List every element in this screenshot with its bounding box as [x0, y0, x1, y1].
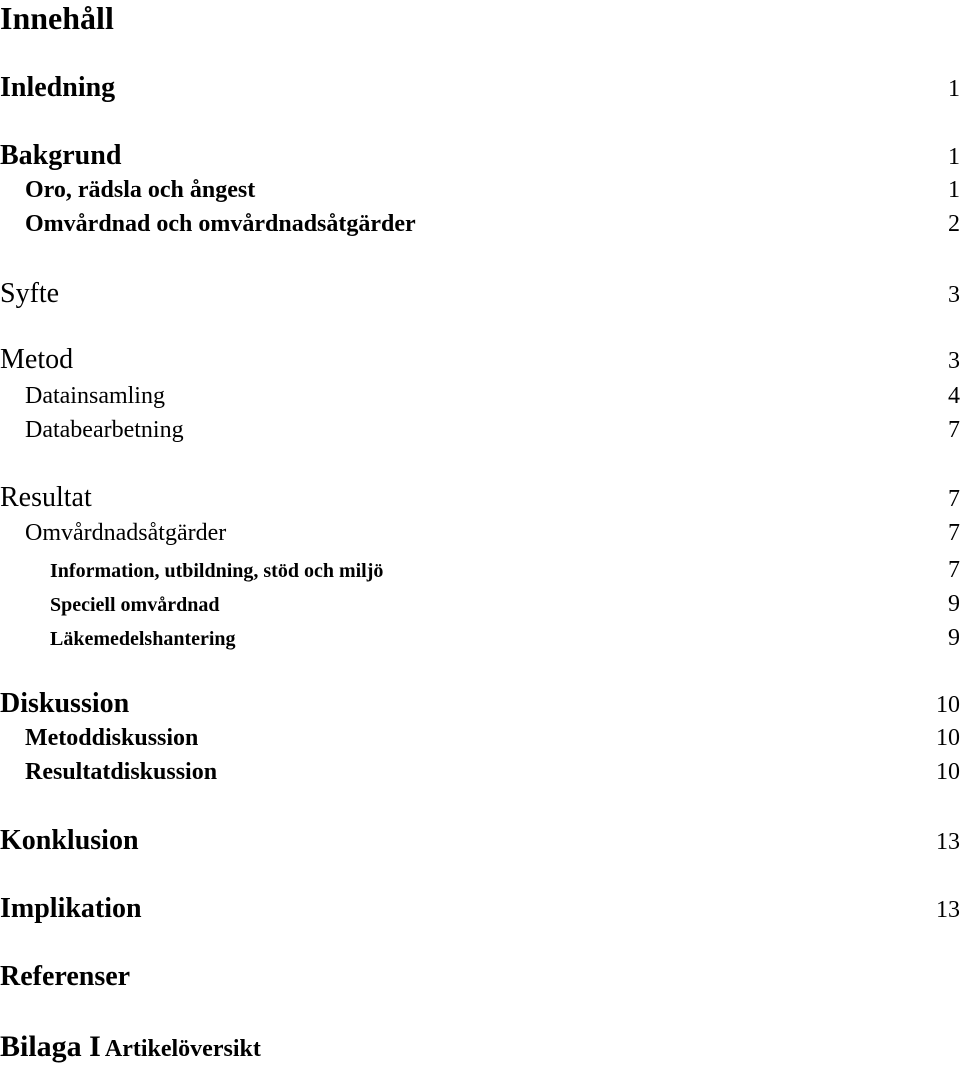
toc-entry-diskussion[interactable]	[0, 688, 960, 720]
toc-entry-label: Syfte	[0, 278, 60, 309]
toc-entry-label: Diskussion	[0, 688, 130, 719]
toc-entry-inledning[interactable]	[0, 72, 960, 104]
toc-entry-page: 7	[948, 557, 960, 583]
toc-entry-page: 9	[948, 625, 960, 651]
toc-entry-label: Speciell omvårdnad	[50, 594, 220, 616]
toc-entry-label: Läkemedelshantering	[50, 628, 236, 650]
toc-entry-page: 1	[948, 144, 960, 170]
toc-entry-databearbetning[interactable]	[0, 417, 960, 444]
toc-entry-bakgrund[interactable]	[0, 140, 960, 172]
toc-entry-label: Metod	[0, 344, 74, 375]
toc-entry-implikation[interactable]	[0, 893, 960, 925]
toc-entry-omvardnad[interactable]	[0, 211, 960, 238]
toc-entry-page: 10	[936, 725, 960, 751]
toc-entry-page: 3	[948, 282, 960, 308]
toc-entry-page: 13	[936, 897, 960, 923]
toc-entry-appendix[interactable]	[0, 1030, 261, 1064]
toc-entry-page: 10	[936, 692, 960, 718]
toc-entry-speciell-omvardnad[interactable]	[0, 591, 960, 618]
toc-entry-konklusion[interactable]	[0, 825, 960, 857]
toc-entry-page: 7	[948, 520, 960, 546]
toc-entry-page: 1	[948, 177, 960, 203]
toc-entry-label: Omvårdnad och omvårdnadsåtgärder	[25, 211, 416, 237]
toc-entry-label: Inledning	[0, 72, 116, 103]
toc-entry-datainsamling[interactable]	[0, 383, 960, 410]
toc-entry-label: Implikation	[0, 893, 142, 924]
toc-entry-label: Konklusion	[0, 825, 139, 856]
toc-entry-page: 4	[948, 383, 960, 409]
toc-entry-label: Oro, rädsla och ångest	[25, 177, 256, 203]
toc-entry-oro[interactable]	[0, 177, 960, 204]
toc-entry-page: 1	[948, 76, 960, 102]
toc-entry-referenser[interactable]	[0, 961, 960, 993]
toc-title: Innehåll	[0, 0, 114, 36]
toc-entry-label: Datainsamling	[25, 383, 165, 409]
appendix-label: Bilaga I	[0, 1030, 101, 1063]
toc-entry-page: 2	[948, 211, 960, 237]
toc-entry-label: Resultatdiskussion	[25, 759, 218, 785]
toc-entry-lakemedelshantering[interactable]	[0, 625, 960, 652]
appendix-title: Artikelöversikt	[104, 1036, 261, 1062]
toc-entry-metod[interactable]	[0, 344, 960, 376]
toc-entry-page: 7	[948, 417, 960, 443]
toc-entry-label: Omvårdnadsåtgärder	[25, 520, 227, 546]
toc-entry-metoddiskussion[interactable]	[0, 725, 960, 752]
toc-entry-syfte[interactable]	[0, 278, 960, 310]
toc-entry-label: Information, utbildning, stöd och miljö	[50, 560, 384, 582]
toc-entry-information[interactable]	[0, 557, 960, 584]
toc-entry-resultatdiskussion[interactable]	[0, 759, 960, 786]
toc-entry-resultat[interactable]	[0, 482, 960, 514]
toc-entry-page: 9	[948, 591, 960, 617]
toc-entry-label: Resultat	[0, 482, 92, 513]
toc-entry-page: 13	[936, 829, 960, 855]
toc-entry-page: 7	[948, 486, 960, 512]
toc-entry-page: 3	[948, 348, 960, 374]
toc-entry-label: Referenser	[0, 961, 131, 992]
toc-entry-label: Bakgrund	[0, 140, 122, 171]
toc-entry-omvardnadsatgarder[interactable]	[0, 520, 960, 547]
toc-entry-page: 10	[936, 759, 960, 785]
toc-entry-label: Databearbetning	[25, 417, 184, 443]
toc-entry-label: Metoddiskussion	[25, 725, 199, 751]
